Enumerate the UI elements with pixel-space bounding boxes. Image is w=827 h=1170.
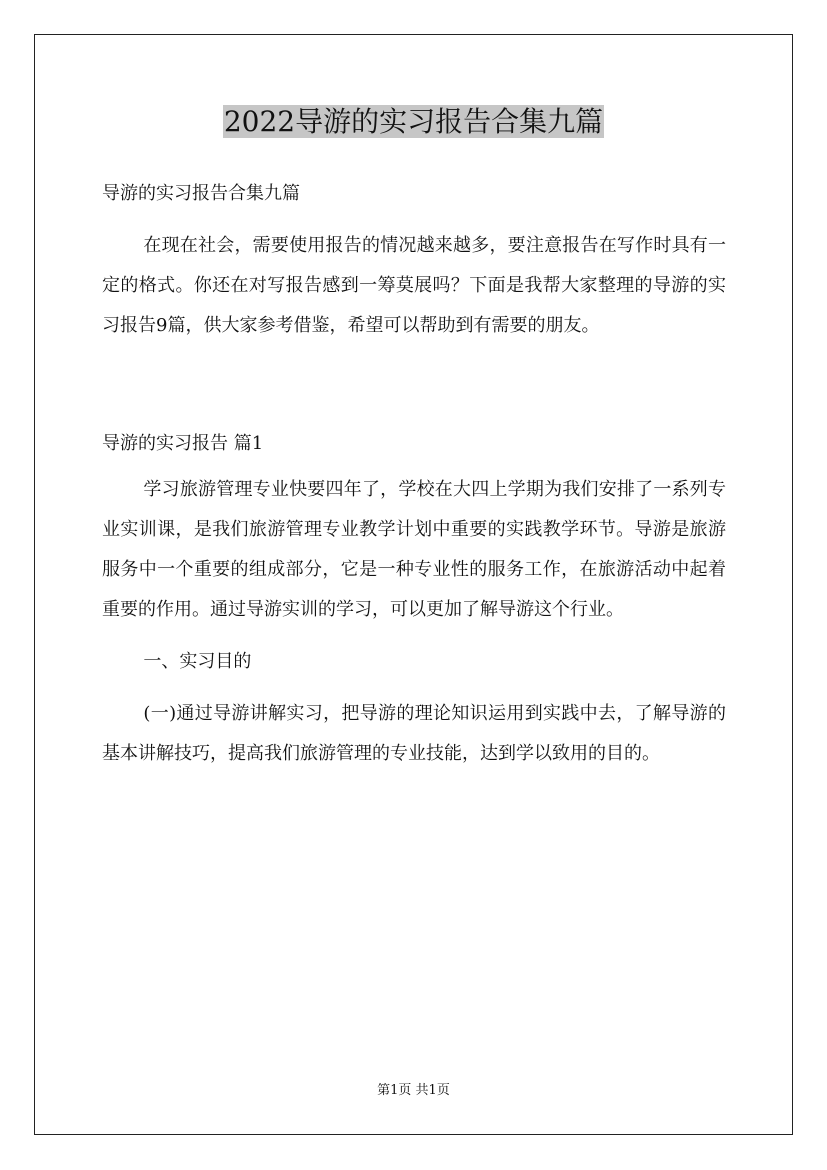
section-heading: 导游的实习报告 篇1 [102,433,264,454]
document-title-text: 2022导游的实习报告合集九篇 [223,105,604,138]
body-paragraph-1: 学习旅游管理专业快要四年了，学校在大四上学期为我们安排了一系列专业实训课，是我们旅游管理专业教学计划中重要的实践教学环节。导游是旅游服务中一个重要的组成部分，它是一种专业性的服务工作，在旅游活动中起着重要的作用。通过导游实训的学习，可以更加了解导游这个行业。 [102,479,726,620]
document-subtitle: 导游的实习报告合集九篇 [102,183,300,204]
document-body [102,174,726,774]
document-title [0,100,827,144]
body-paragraph-2: (一)通过导游讲解实习，把导游的理论知识运用到实践中去，了解导游的基本讲解技巧，提高我们旅游管理的专业技能，达到学以致用的目的。 [102,703,726,764]
intro-paragraph: 在现在社会，需要使用报告的情况越来越多，要注意报告在写作时具有一定的格式。你还在对写报告感到一筹莫展吗？下面是我帮大家整理的导游的实习报告9篇，供大家参考借鉴，希望可以帮助到有需要的朋友。 [102,235,726,336]
page-number-footer: 第1页 共1页 [377,1083,450,1098]
subheading-purpose: 一、实习目的 [143,651,252,672]
